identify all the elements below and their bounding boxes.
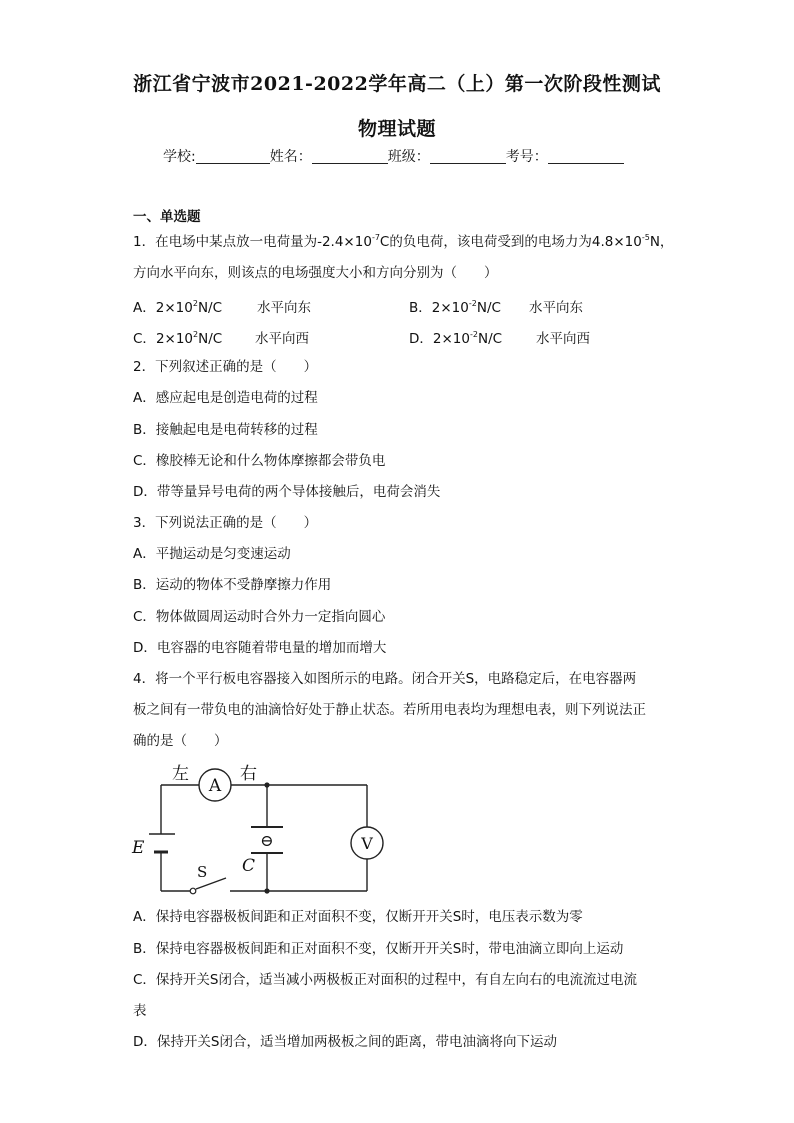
circuit-diagram <box>120 755 390 900</box>
option-exp: 2 <box>193 330 199 339</box>
oil-droplet-icon: ⊖ <box>260 831 274 850</box>
q4-stem-line1: 4．将一个平行板电容器接入如图所示的电路。闭合开关S，电路稳定后，在电容器两 <box>133 671 637 687</box>
school-label: 学校: <box>163 149 196 165</box>
junction-dot <box>264 782 269 787</box>
option-value: 2×10 <box>431 300 469 316</box>
option-unit: N/C <box>476 300 501 316</box>
exam-subtitle: 物理试题 <box>357 118 436 140</box>
option-value: 2×10 <box>155 331 194 347</box>
switch-contact <box>190 888 196 894</box>
option-label: C． <box>133 331 156 347</box>
q1-charge: -2.4×10 <box>317 234 372 250</box>
q4-stem-line3: 确的是（ ） <box>133 733 228 749</box>
exam-title: 浙江省宁波市2021-2022学年高二（上）第一次阶段性测试 <box>133 73 661 95</box>
left-label: 左 <box>172 764 189 784</box>
q1-option-d-direction: 水平向西 <box>536 331 590 347</box>
q1-option-d[interactable] <box>409 327 502 347</box>
voltmeter-label: V <box>361 834 373 853</box>
q1-force: 4.8×10 <box>591 234 642 250</box>
q1-text-c: N， <box>649 234 674 250</box>
q1-stem-line2: 方向水平向东，则该点的电场强度大小和方向分别为（ ） <box>133 265 498 281</box>
exam-no-blank[interactable] <box>548 149 624 164</box>
section-heading: 一、单选题 <box>133 209 201 225</box>
q3-option-c[interactable]: C．物体做圆周运动时合外力一定指向圆心 <box>133 609 386 625</box>
q4-option-d[interactable]: D．保持开关S闭合，适当增加两极板之间的距离，带电油滴将向下运动 <box>133 1034 557 1050</box>
q3-stem: 3．下列说法正确的是（ ） <box>133 515 318 531</box>
q1-stem-line1 <box>133 233 673 251</box>
q1-option-b-direction: 水平向东 <box>529 300 583 316</box>
option-exp: 2 <box>192 299 198 308</box>
school-blank[interactable] <box>196 149 270 164</box>
q4-option-c-line1[interactable]: C．保持开关S闭合，适当减小两极板正对面积的过程中，有自左向右的电流流过电流 <box>133 972 637 988</box>
q4-option-b[interactable]: B．保持电容器极板间距和正对面积不变，仅断开开关S时，带电油滴立即向上运动 <box>133 941 624 957</box>
option-label: B． <box>409 300 432 316</box>
ammeter-label: A <box>208 776 222 796</box>
option-unit: N/C <box>477 331 503 347</box>
q2-stem: 2．下列叙述正确的是（ ） <box>133 359 318 375</box>
class-blank[interactable] <box>430 149 506 164</box>
q1-force-exp: -5 <box>641 233 650 242</box>
capacitor-label: C <box>242 856 256 876</box>
q3-option-b[interactable]: B．运动的物体不受静摩擦力作用 <box>133 577 332 593</box>
q1-charge-exp: -7 <box>371 233 380 242</box>
name-label: 姓名： <box>269 149 312 165</box>
q1-option-c[interactable] <box>133 327 222 347</box>
junction-dot <box>264 888 269 893</box>
q4-option-a[interactable]: A．保持电容器极板间距和正对面积不变，仅断开开关S时，电压表示数为零 <box>133 909 583 925</box>
q2-option-d[interactable]: D．带等量异号电荷的两个导体接触后，电荷会消失 <box>133 484 441 500</box>
q2-option-b[interactable]: B．接触起电是电荷转移的过程 <box>133 422 318 438</box>
q4-option-c-line2[interactable]: 表 <box>133 1003 147 1019</box>
student-info-row <box>163 146 624 166</box>
q1-option-a[interactable] <box>133 296 222 316</box>
option-unit: N/C <box>197 300 223 316</box>
option-value: 2×10 <box>155 300 193 316</box>
right-label: 右 <box>240 764 257 784</box>
option-exp: -2 <box>468 299 477 308</box>
q1-option-b[interactable] <box>409 296 501 316</box>
battery-label: E <box>132 838 145 858</box>
q4-stem-line2: 板之间有一带负电的油滴恰好处于静止状态。若所用电表均为理想电表，则下列说法正 <box>133 702 646 718</box>
option-value: 2×10 <box>432 331 470 347</box>
q2-option-c[interactable]: C．橡胶棒无论和什么物体摩擦都会带负电 <box>133 453 386 469</box>
option-label: A． <box>133 300 156 316</box>
exam-no-label: 考号： <box>505 149 548 165</box>
switch-label: S <box>197 863 208 881</box>
q3-option-a[interactable]: A．平抛运动是匀变速运动 <box>133 546 291 562</box>
q1-text-b: C的负电荷，该电荷受到的电场力为 <box>379 234 592 250</box>
option-exp: -2 <box>470 330 478 339</box>
q3-option-d[interactable]: D．电容器的电容随着带电量的增加而增大 <box>133 640 387 656</box>
class-label: 班级： <box>387 149 430 165</box>
name-blank[interactable] <box>312 149 388 164</box>
q1-option-a-direction: 水平向东 <box>257 300 311 316</box>
option-unit: N/C <box>198 331 223 347</box>
q1-option-c-direction: 水平向西 <box>255 331 309 347</box>
option-label: D． <box>409 331 433 347</box>
q1-text-a: 1．在电场中某点放一电荷量为 <box>133 234 318 250</box>
q2-option-a[interactable]: A．感应起电是创造电荷的过程 <box>133 390 318 406</box>
